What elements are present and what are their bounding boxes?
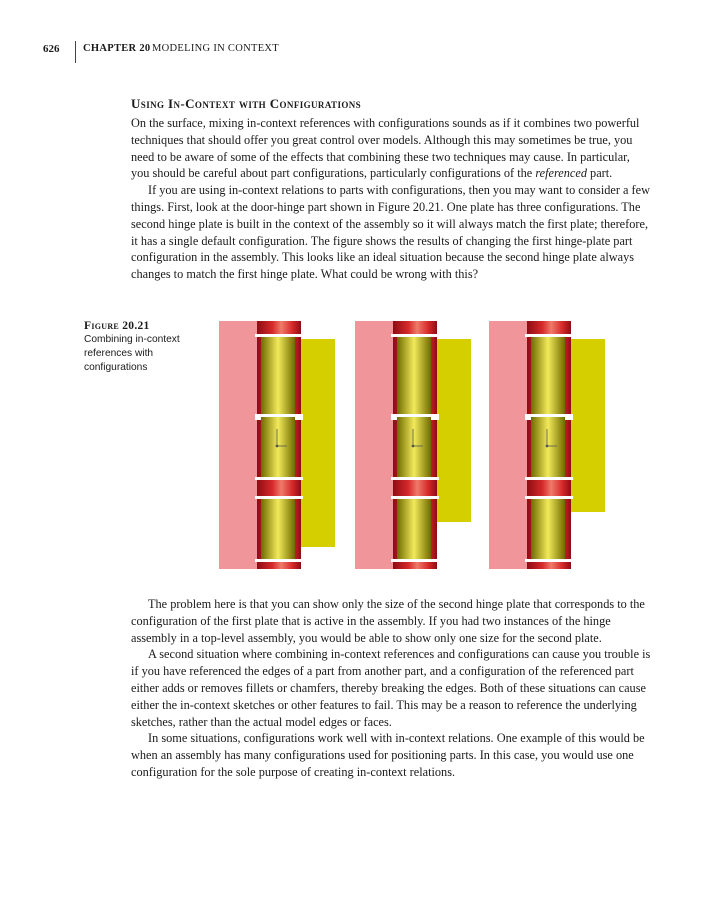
body-text-bottom [131,596,651,781]
hinge-assembly-2 [355,321,475,569]
paragraph-5: In some situations, configurations work well with in-context relations. One example of this would be when an assembly has many configurations used for positioning parts. In this case, you would use one configuration for the sole purpose of creating in-context relations. [131,731,645,779]
paragraph-1-text: On the surface, mixing in-context references with configurations sounds as if it combines two powerful techniques that should offer you great control over models. Although this may sometimes be true, you need to be aware of some of the effects that combining these two techniques may cause. In particular, you should be careful about part configurations, particularly configurations of the [131,116,640,181]
section-heading: Using In-Context with Configurations [131,96,362,111]
figure-caption [84,319,204,375]
paragraph-1-end: part. [586,166,613,181]
hinge-pin-segment [261,417,295,477]
chapter-label: CHAPTER 20 [83,43,151,54]
hinge-pin-segment [397,417,431,477]
hinge-pin-segment [531,417,565,477]
paragraph-4: A second situation where combining in-context references and configurations can cause you trouble is if you have referenced the edges of a part from another part, and a configuration of the referenced part either adds or removes fillets or chamfers, thereby breaking the edges. Both of these situations can cause either the in-context sketches or other features to fail. This may be a reason to reference the underlying sketches, rather than the actual model edges or faces. [131,647,651,729]
hinge-pin-segment [531,499,565,559]
paragraph-3: The problem here is that you can show only the size of the second hinge plate that corresponds to the configuration of the first plate that is active in the assembly. If you had two instances of the hinge assembly in a top-level assembly, you would be able to show only one size for the second plate. [131,597,645,645]
hinge-pin-segment [261,337,295,417]
chapter-title: MODELING IN CONTEXT [152,43,280,54]
running-header [0,41,717,63]
figure-caption-text: Combining in-context references with configurations [84,334,180,373]
hinge-pin-segment [261,499,295,559]
figure-hinge-configurations [219,321,619,569]
hinge-assembly-1 [219,321,339,569]
body-text-top [131,115,651,283]
paragraph-1-emphasis: referenced [535,166,587,181]
hinge-pin-segment [531,337,565,417]
hinge-pin-segment [397,337,431,417]
page-number: 626 [43,43,60,55]
figure-label: Figure 20.21 [84,320,150,332]
paragraph-2: If you are using in-context relations to parts with configurations, then you may want to consider a few things. First, look at the door-hinge part shown in Figure 20.21. One plate has three configurations. The second hinge plate is built in the context of the assembly so it will always match the first plate; therefore, it has a single default configuration. The figure shows the results of changing the first hinge-plate part configuration in the assembly. This looks like an ideal situation because the second hinge plate always changes to match the first hinge plate. What could be wrong with this? [131,183,650,282]
hinge-pin-segment [397,499,431,559]
hinge-assembly-3 [489,321,609,569]
paragraph-1 [131,115,651,182]
header-divider [75,41,76,63]
